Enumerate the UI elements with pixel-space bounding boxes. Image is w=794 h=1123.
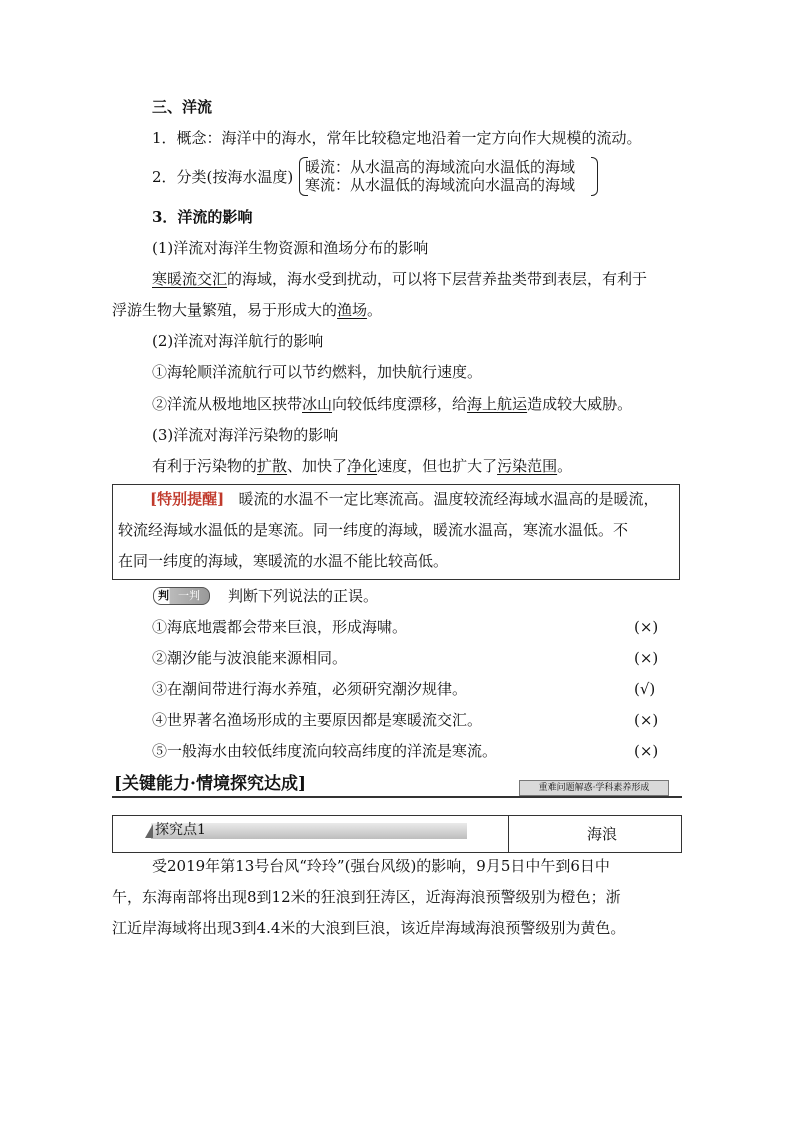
keyword-warm-cold-convergence: 寒暖流交汇 [152,270,228,288]
note-line1-text: 暖流的水温不一定比寒流高。温度较流经海域水温高的是暖流， [238,490,659,508]
warm-current-definition: 暖流：从水温高的海域流向水温低的海域 [305,158,576,176]
explore-tab [151,820,231,840]
impact1-line1-text: 的海域，海水受到扰动，可以将下层营养盐类带到表层，有利于 [227,270,648,288]
impact1-line2-text: 浮游生物大量繁殖，易于形成大的 [112,301,338,319]
passage-line2: 午，东海南部将出现8到12米的狂浪到狂涛区，近海海浪预警级别为橙色；浙 [112,888,621,906]
keyword-purification: 净化 [347,457,378,475]
section-heading: 三、洋流 [152,98,213,116]
right-brace [591,157,598,196]
impact3-post: 。 [557,457,573,475]
classification-label: 2．分类(按海水温度) [152,168,294,186]
keyword-shipping: 海上航运 [467,395,528,413]
judge-badge-right: 一判 [178,589,200,602]
impact2-item1: ①海轮顺洋流航行可以节约燃料，加快航行速度。 [152,363,483,381]
judge-item: ②潮汐能与波浪能来源相同。 [152,649,348,667]
note-line1 [150,490,659,508]
judge-mark: (√) [634,680,656,698]
impact3-title: (3)洋流对海洋污染物的影响 [152,426,339,444]
impact2-title: (2)洋流对海洋航行的影响 [152,332,324,350]
impact2-item2 [152,395,632,413]
impact1-line2-end: 。 [367,301,383,319]
judge-badge [153,587,210,605]
impact2-item2-pre: ②洋流从极地地区挟带 [152,395,303,413]
impact2-item2-post: 造成较大威胁。 [527,395,633,413]
impact3-mid1: 、加快了 [287,457,348,475]
impact3-text [152,457,572,475]
table-divider [508,816,509,852]
impact3-mid2: 速度，但也扩大了 [377,457,498,475]
passage-line3: 江近岸海域将出现3到4.4米的大浪到巨浪，该近岸海域海浪预警级别为黄色。 [112,919,626,937]
note-line2: 较流经海域水温低的是寒流。同一纬度的海域，暖流水温高，寒流水温低。不 [118,521,629,539]
note-line3: 在同一纬度的海域，寒暖流的水温不能比较高低。 [118,552,449,570]
judge-item: ④世界著名渔场形成的主要原因都是寒暖流交汇。 [152,711,483,729]
impact1-title: (1)洋流对海洋生物资源和渔场分布的影响 [152,239,429,257]
judge-item: ③在潮间带进行海水养殖，必须研究潮汐规律。 [152,680,468,698]
judge-item: ①海底地震都会带来巨浪，形成海啸。 [152,618,408,636]
judge-item: ⑤一般海水由较低纬度流向较高纬度的洋流是寒流。 [152,742,498,760]
cold-current-definition: 寒流：从水温低的海域流向水温高的海域 [305,176,576,194]
keyword-fishing-ground: 渔场 [337,301,368,319]
impact-heading: 3．洋流的影响 [152,208,253,226]
explore-topic: 海浪 [587,825,618,843]
impact1-line1 [152,270,647,288]
section-divider [112,796,682,798]
keyword-iceberg: 冰山 [302,395,333,413]
explore-point-table [112,815,682,853]
tab-corner-icon [145,824,153,838]
concept-text: 1．概念：海洋中的海水，常年比较稳定地沿着一定方向作大规模的流动。 [152,129,642,147]
judge-mark: (×) [634,711,659,729]
judge-mark: (×) [634,618,659,636]
judge-mark: (×) [634,742,659,760]
section-tag: 重难问题解惑·学科素养形成 [519,780,669,796]
impact3-pre: 有利于污染物的 [152,457,258,475]
note-tag: [特别提醒] [150,490,225,508]
impact2-item2-mid: 向较低纬度漂移，给 [332,395,468,413]
keyword-pollution-range: 污染范围 [497,457,558,475]
impact1-line2 [112,301,382,319]
passage-line1: 受2019年第13号台风“玲玲”(强台风级)的影响，9月5日中午到6日中 [152,857,610,875]
judge-mark: (×) [634,649,659,667]
judge-instruction: 判断下列说法的正误。 [228,587,379,605]
section-title: [关键能力·情境探究达成] [114,774,307,794]
judge-badge-left: 判 [158,589,169,602]
explore-label: 探究点1 [155,822,206,838]
keyword-diffusion: 扩散 [257,457,288,475]
